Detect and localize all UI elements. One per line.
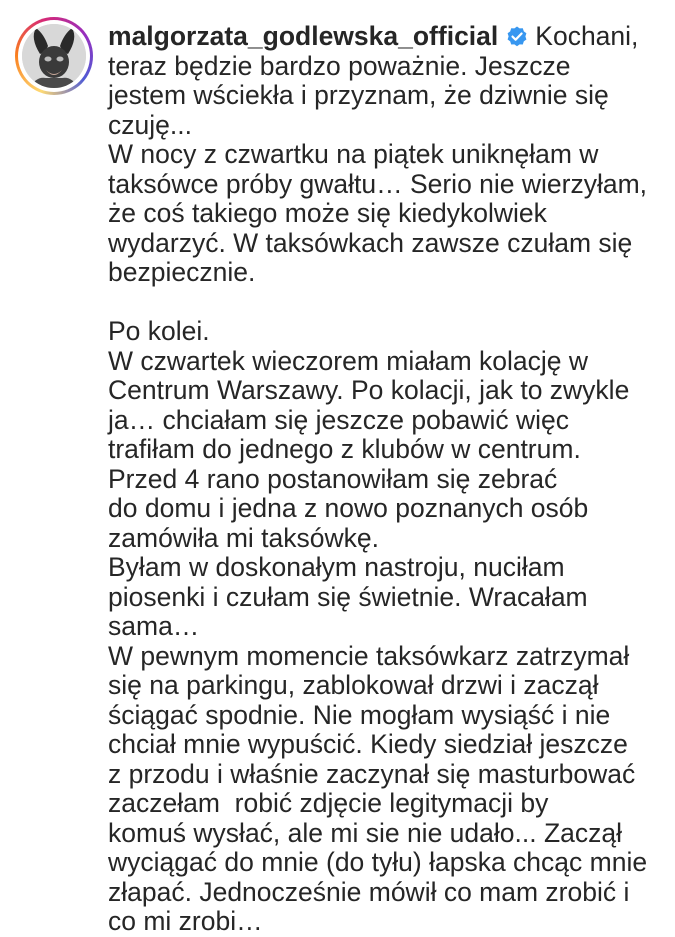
verified-badge-icon (505, 25, 529, 49)
caption-line: teraz będzie bardzo poważnie. Jeszcze (108, 50, 571, 81)
caption-line: Byłam w doskonałym nastroju, nuciłam (108, 552, 565, 582)
caption-line: sama… (108, 611, 200, 641)
caption-line: taksówce próby gwałtu… Serio nie wierzyłam, (108, 168, 648, 199)
caption-line: ja… chciałam się jeszcze pobawić więc (108, 404, 569, 435)
caption-text (108, 22, 663, 937)
username-link[interactable]: malgorzata_godlewska_official (108, 21, 499, 51)
caption-line: czuję... (108, 109, 192, 140)
bunny-mask-avatar-icon (22, 24, 86, 88)
caption-line: zamówiła mi taksówkę. (108, 522, 379, 553)
caption-line: W czwartek wieczorem miałam kolację w (108, 345, 589, 376)
caption-line: wydarzyć. W taksówkach zawsze czułam się (108, 227, 633, 258)
story-ring[interactable] (15, 17, 93, 95)
caption-line: trafiłam do jednego z klubów w centrum. (108, 434, 581, 464)
caption-line: się na parkingu, zablokował drzwi i zaczął (108, 670, 599, 700)
caption-line: wyciągać do mnie (do tyłu) łapska chcąc mnie (108, 847, 648, 877)
caption-line: bezpiecznie. (108, 257, 256, 287)
caption-line: piosenki i czułam się świetnie. Wracałam (108, 581, 588, 612)
caption-line: W pewnym momencie taksówkarz zatrzymał (108, 640, 630, 671)
caption-line: co mi zrobi… (108, 906, 263, 936)
caption-first-line: Kochani, (535, 21, 639, 51)
caption-line: komuś wysłać, ale mi sie nie udało... Zaczął (108, 817, 623, 848)
caption-line: jestem wściekła i przyznam, że dziwnie się (108, 80, 609, 110)
caption-header-line (108, 22, 663, 52)
avatar[interactable] (22, 24, 86, 88)
caption-line: zaczełam robić zdjęcie legitymacji by (108, 788, 549, 818)
avatar-frame (18, 20, 90, 92)
caption-line: W nocy z czwartku na piątek uniknęłam w (108, 139, 599, 169)
caption-line: złapać. Jednocześnie mówił co mam zrobić i (108, 876, 630, 907)
caption-line: Przed 4 rano postanowiłam się zebrać (108, 463, 558, 494)
caption-line: ściągać spodnie. Nie mogłam wysiąść i nie (108, 699, 611, 730)
caption-line: chciał mnie wypuścić. Kiedy siedział jeszcze (108, 729, 628, 759)
caption-line: że coś takiego może się kiedykolwiek (108, 198, 547, 228)
caption-line: z przodu i właśnie zaczynał się masturbować (108, 758, 636, 789)
caption-blank-line (108, 288, 663, 318)
caption-line: Po kolei. (108, 316, 210, 346)
caption-line: Centrum Warszawy. Po kolacji, jak to zwykle (108, 375, 630, 405)
caption-line: do domu i jedna z nowo poznanych osób (108, 493, 589, 523)
